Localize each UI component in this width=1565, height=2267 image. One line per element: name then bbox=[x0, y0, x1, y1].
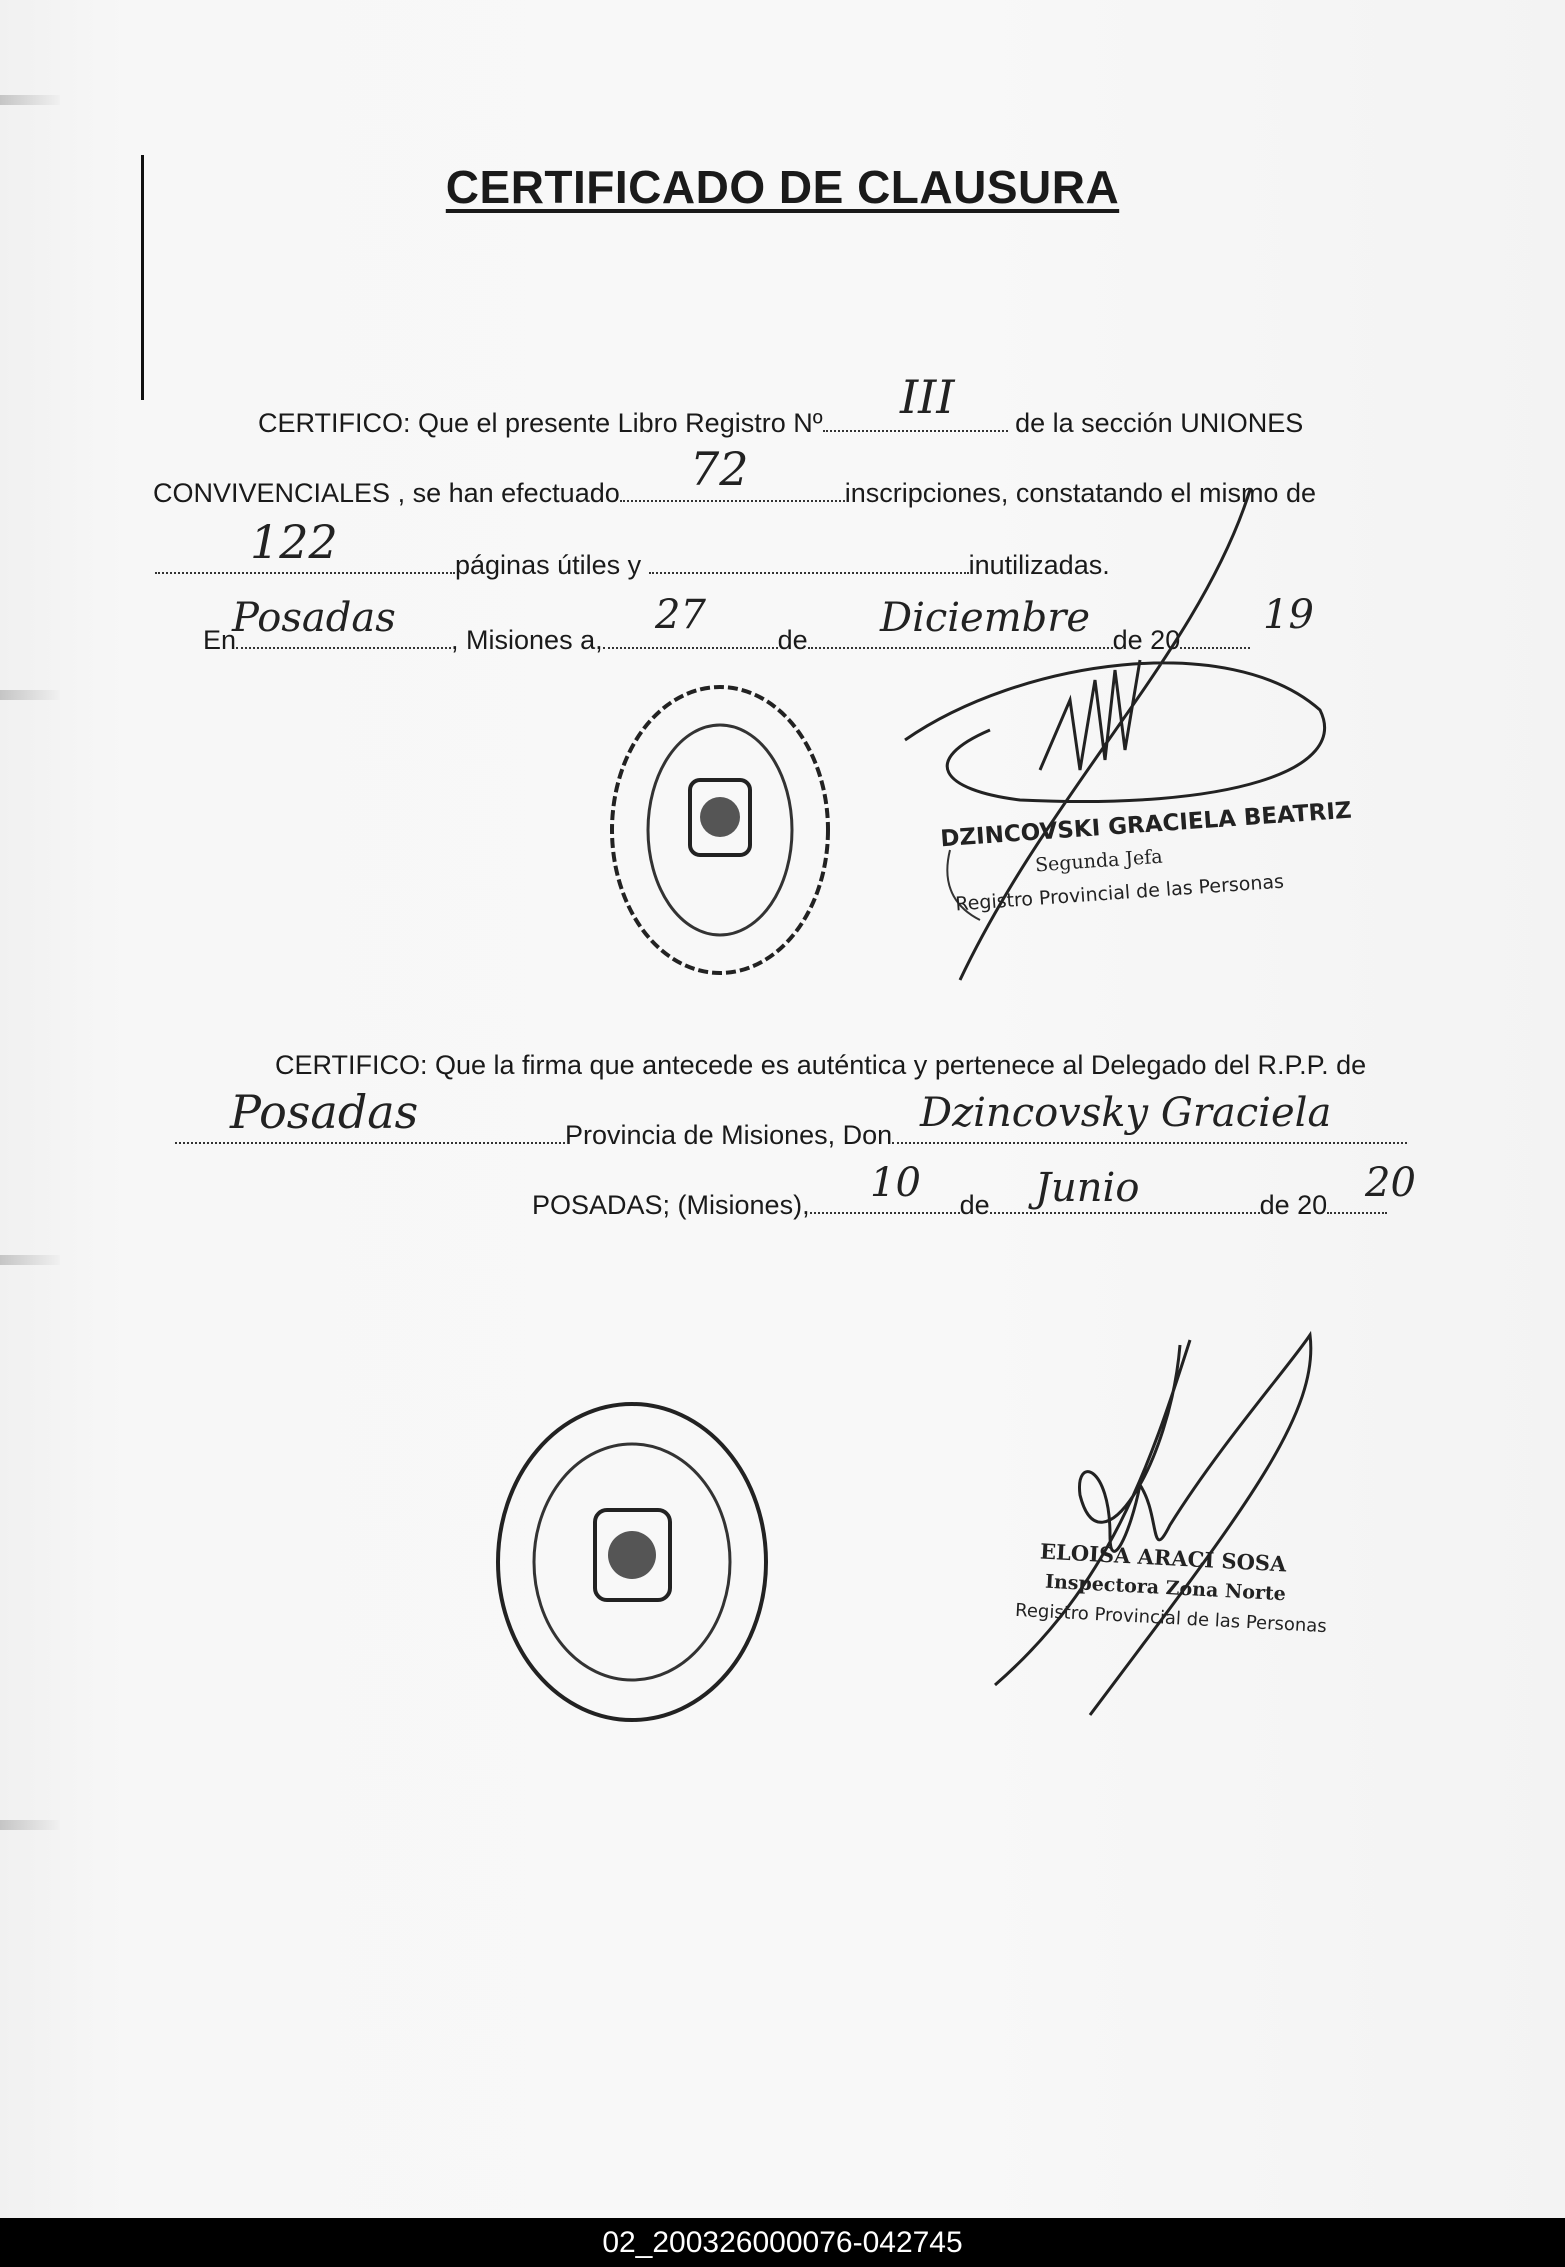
cert1-line4-text-b: , Misiones a, bbox=[451, 625, 603, 655]
handwritten-libro-number: III bbox=[900, 370, 955, 424]
cert2-line3-text-b: de bbox=[959, 1190, 990, 1220]
cert1-line4-text-d: de 20 bbox=[1112, 625, 1181, 655]
cert1-line1-text-a: CERTIFICO: Que el presente Libro Registro Nº bbox=[258, 408, 823, 438]
cert1-line4-text-a: En bbox=[203, 625, 237, 655]
cert2-line3-text-c: de 20 bbox=[1259, 1190, 1328, 1220]
handwritten-nombre: Dzincovsky Graciela bbox=[920, 1090, 1332, 1136]
official-seal-villa-urquiza bbox=[605, 680, 835, 980]
handwritten-mes-2: Junio bbox=[1035, 1165, 1140, 1211]
stamp2-role: Inspectora Zona Norte bbox=[1044, 1570, 1287, 1606]
handwritten-lugar: Posadas bbox=[232, 595, 396, 641]
scan-edge-mark bbox=[0, 1820, 60, 1830]
handwritten-anio: 19 bbox=[1263, 592, 1314, 638]
handwritten-mes: Diciembre bbox=[880, 595, 1091, 641]
cert1-line3-text-b: inutilizadas. bbox=[968, 550, 1110, 580]
stamp2-org: Registro Provincial de las Personas bbox=[1014, 1599, 1328, 1638]
scan-edge-mark bbox=[0, 1255, 60, 1265]
cert2-line2-text-a: Provincia de Misiones, Don bbox=[565, 1120, 893, 1150]
cert1-line2-text-b: inscripciones, constatando el mismo de bbox=[844, 478, 1316, 508]
official-seal-ministerio bbox=[490, 1395, 775, 1730]
stamp1-role: Segunda Jefa bbox=[1034, 845, 1164, 877]
scan-id-footer: 02_200326000076-042745 bbox=[0, 2218, 1565, 2267]
document-title: CERTIFICADO DE CLAUSURA bbox=[445, 161, 1120, 213]
cert1-line1 bbox=[258, 408, 1303, 439]
cert2-line3-text-a: POSADAS; (Misiones), bbox=[532, 1190, 810, 1220]
scan-edge-mark bbox=[0, 690, 60, 700]
handwritten-inscripciones: 72 bbox=[690, 442, 749, 496]
handwritten-paginas: 122 bbox=[250, 515, 338, 569]
stamp1-name: DZINCOVSKI GRACIELA BEATRIZ bbox=[939, 797, 1353, 853]
scan-edge-mark bbox=[0, 95, 60, 105]
cert1-line1-text-b: de la sección UNIONES bbox=[1015, 408, 1304, 438]
cert1-line4-text-c: de bbox=[777, 625, 808, 655]
signature-2 bbox=[990, 1325, 1340, 1725]
cert2-line1: CERTIFICO: Que la firma que antecede es auténtica y pertenece al Delegado del R.P.P. de bbox=[275, 1050, 1367, 1080]
cert2-line3 bbox=[532, 1190, 1387, 1221]
stamp2-name: ELOISA ARACI SOSA bbox=[1039, 1538, 1287, 1577]
cert1-line3-text-a: páginas útiles y bbox=[455, 550, 642, 580]
handwritten-anio-2: 20 bbox=[1365, 1160, 1416, 1206]
handwritten-dia-2: 10 bbox=[870, 1160, 921, 1206]
handwritten-dia: 27 bbox=[655, 592, 706, 638]
cert1-line2-text-a: CONVIVENCIALES , se han efectuado bbox=[153, 478, 620, 508]
stamp1-org: Registro Provincial de las Personas bbox=[954, 870, 1285, 916]
handwritten-lugar-2: Posadas bbox=[230, 1085, 419, 1139]
